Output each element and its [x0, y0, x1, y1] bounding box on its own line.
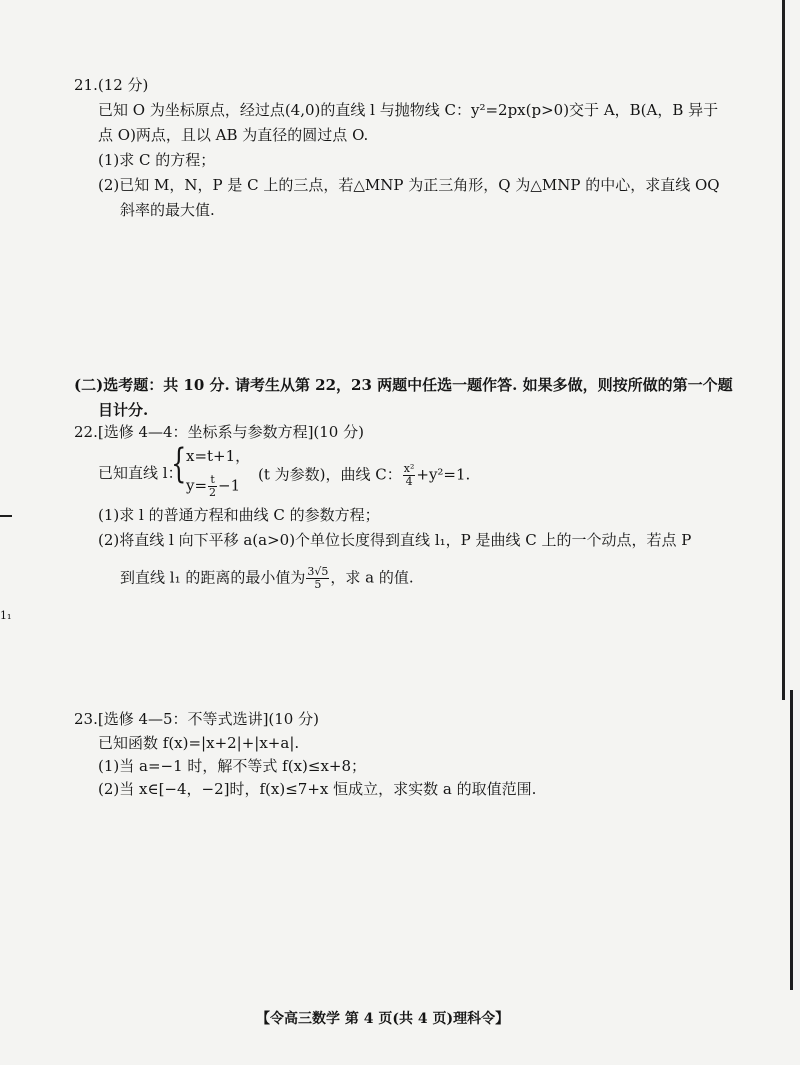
q22-lead: 已知直线 l：: [98, 464, 183, 482]
q21-part-1: (1)求 C 的方程；: [98, 151, 216, 169]
q22-curve-def: (t 为参数)，曲线 C： $\frac{\text{x²}}{4}$ +y²=1.: [258, 462, 471, 488]
q21-line-1: 已知 O 为坐标原点，经过点(4,0)的直线 l 与抛物线 C：y²=2px(p>0)交于 A，B(A，B 异于: [98, 101, 719, 119]
scan-edge-right-lower: [790, 690, 793, 990]
q21-part-2: (2)已知 M，N，P 是 C 上的三点，若△MNP 为正三角形，Q 为△MNP 的中心，求直线 OQ: [98, 176, 720, 194]
scan-tick-left: [0, 515, 12, 517]
q23-heading: 23.[选修 4—5：不等式选讲](10 分): [74, 710, 319, 728]
q21-part-2-cont: 斜率的最大值.: [120, 201, 215, 219]
q23-part-1: (1)当 a=−1 时，解不等式 f(x)≤x+8；: [98, 757, 367, 775]
fraction-numerator: x²: [403, 462, 415, 475]
q22-heading: 22.[选修 4—4：坐标系与参数方程](10 分): [74, 423, 364, 441]
q22-part-2-cont: 到直线 l₁ 的距离的最小值为 $\frac{3√5}{5}$ ，求 a 的值.: [120, 565, 414, 591]
q22-system-eq-2: y= $\frac{t}{2}$ −1: [186, 473, 241, 499]
fraction-denominator: 4: [405, 475, 413, 488]
system-brace: {: [171, 441, 187, 487]
fraction-numerator: t: [208, 474, 217, 487]
fraction-denominator: 2: [209, 486, 217, 499]
q22-part-1: (1)求 l 的普通方程和曲线 C 的参数方程；: [98, 506, 380, 524]
scan-edge-right: [782, 0, 785, 700]
section-2-heading: (二)选考题：共 10 分. 请考生从第 22，23 两题中任选一题作答. 如果多做，则按所做的第一个题: [74, 376, 733, 394]
fraction-numerator: 3√5: [307, 565, 329, 578]
q22-part-2: (2)将直线 l 向下平移 a(a>0)个单位长度得到直线 l₁，P 是曲线 C 上的一个动点，若点 P: [98, 531, 692, 549]
page-footer: 【令高三数学 第 4 页(共 4 页)理科令】: [256, 1011, 510, 1027]
section-2-heading-cont: 目计分.: [98, 401, 149, 419]
margin-mark: 1₁: [0, 609, 12, 622]
q22-system-eq-1: x=t+1，: [186, 447, 251, 465]
q23-part-2: (2)当 x∈[−4，−2]时，f(x)≤7+x 恒成立，求实数 a 的取值范围.: [98, 780, 537, 798]
q23-line-1: 已知函数 f(x)=|x+2|+|x+a|.: [98, 734, 300, 752]
fraction-denominator: 5: [314, 578, 322, 591]
q21-heading: 21.(12 分): [74, 76, 149, 94]
q21-line-2: 点 O)两点，且以 AB 为直径的圆过点 O.: [98, 126, 369, 144]
